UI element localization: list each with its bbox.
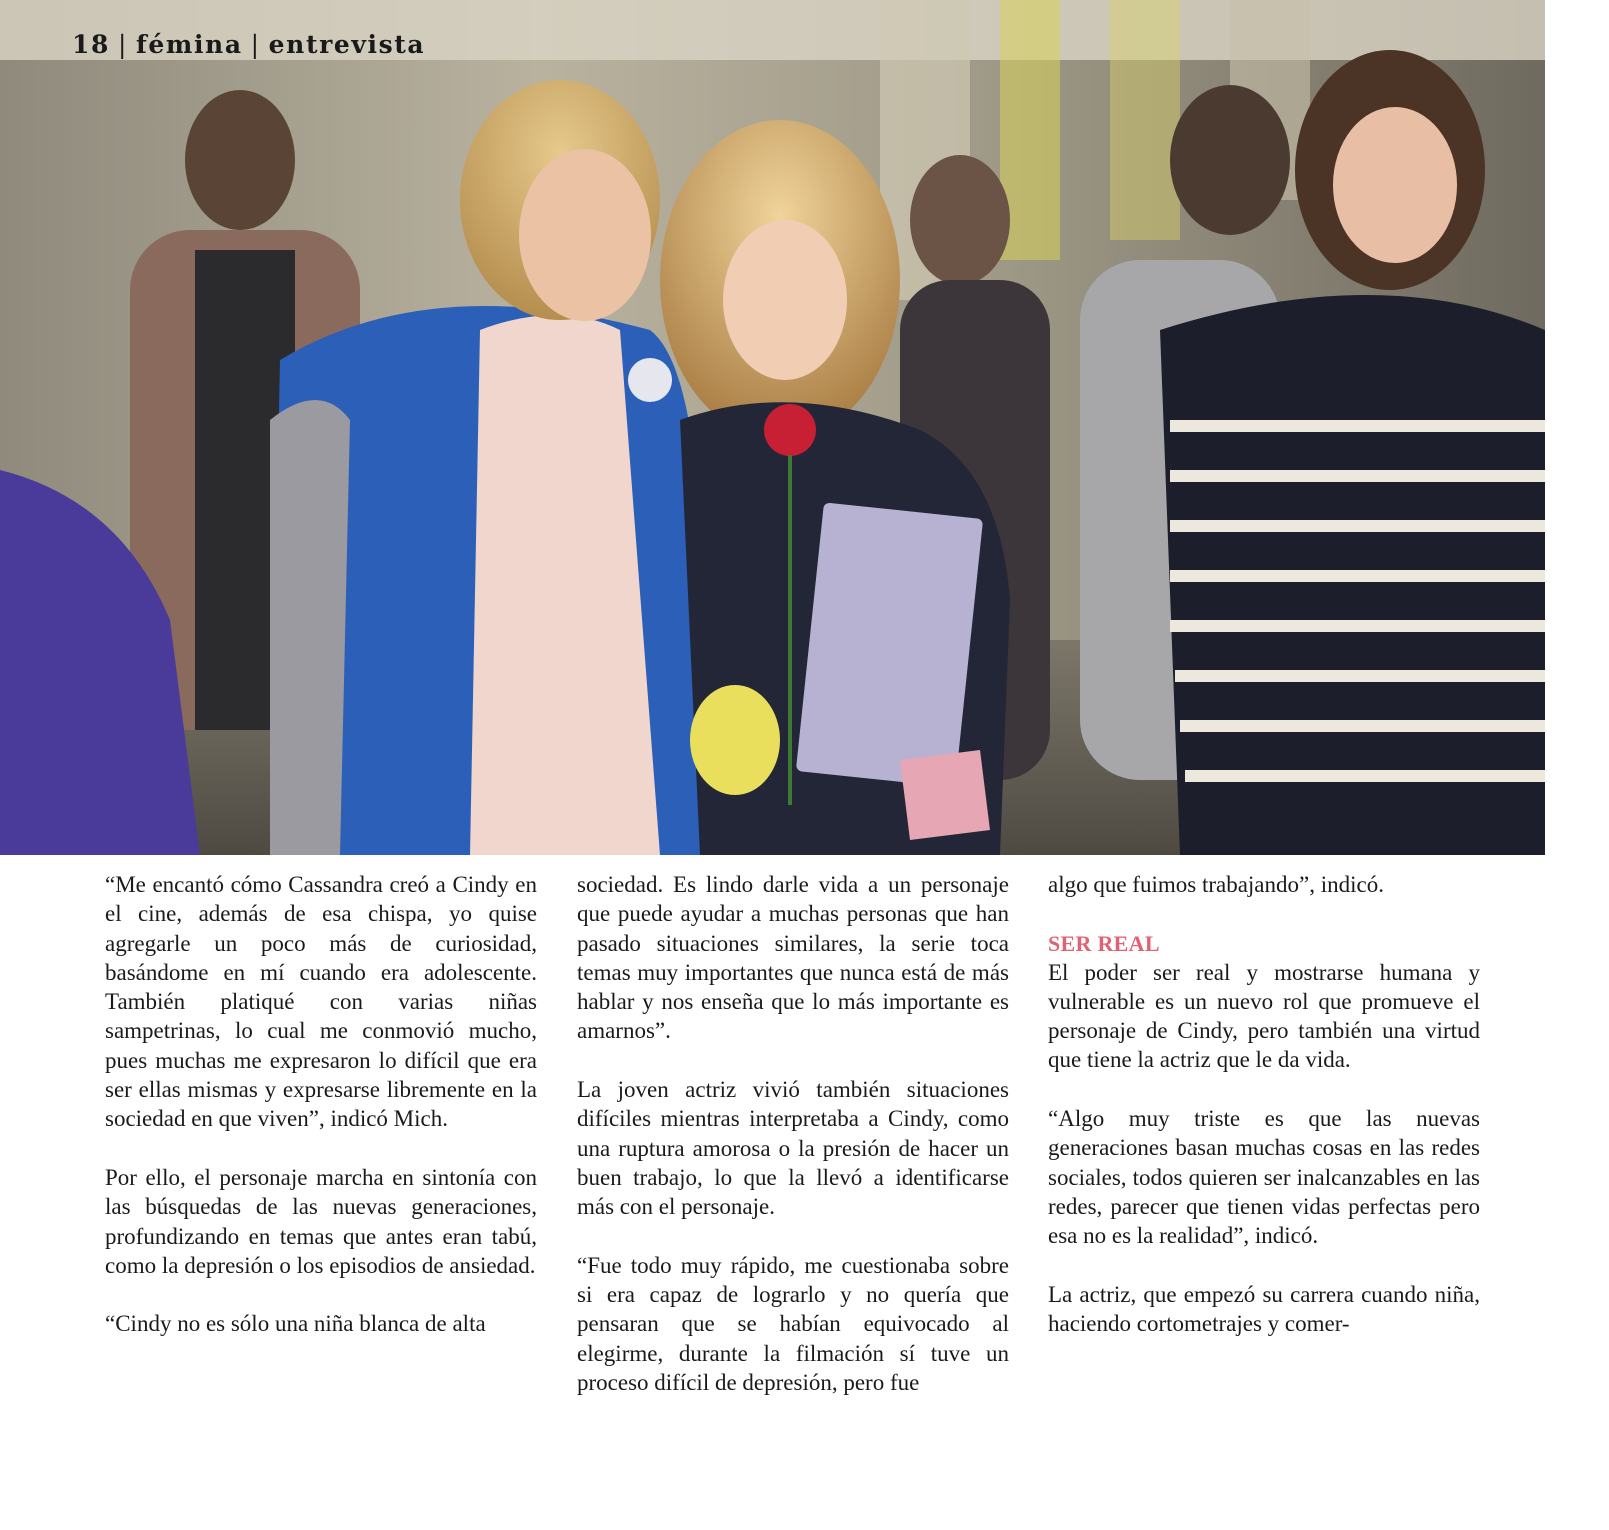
header-separator-2: | [250,30,261,59]
paragraph: algo que fuimos trabajando”, indicó. [1048,872,1384,897]
paragraph: “Cindy no es sólo una niña blanca de alta [105,1311,486,1337]
paragraph: La joven actriz vivió también situaciones difíciles mientras interpretaba a Cindy, como una ruptura amorosa o la presión de hacer un buen trabajo, lo que la llevó a identificarse más con el personaje. [577,1077,1009,1220]
paragraph: La actriz, que empezó su carrera cuando niña, haciendo cortometrajes y comer- [1048,1281,1480,1337]
page-number: 18 [72,30,110,59]
paragraph: “Me encantó cómo Cassandra creó a Cindy en el cine, además de esa chispa, yo quise agregarle un poco más de curiosidad, basándome en mí cuando era adolescente. También platiqué con varias niñas sampetrinas, lo cual me conmovió mucho, pues muchas me expresaron lo difícil que era ser ellas mismas y expresarse libremente en la sociedad en que viven”, indicó Mich. [105,872,537,1132]
paragraph: sociedad. Es lindo darle vida a un personaje que puede ayudar a muchas personas que han pasado situaciones similares, la serie toca temas muy importantes que nunca está de más hablar y nos enseña que lo más importante es amarnos”. [577,872,1009,1044]
paragraph: “Fue todo muy rápido, me cuestionaba sobre si era capaz de lograrlo y no quería que pensaran que se habían equivocado al elegirme, durante la filmación sí tuve un proceso difícil de depresión, pero fue [577,1252,1009,1396]
paragraph: El poder ser real y mostrarse humana y vulnerable es un nuevo rol que promueve el personaje de Cindy, pero también una virtud que tiene la actriz que le da vida. [1048,959,1480,1073]
article-column-3 [1048,870,1480,1368]
page-header [72,30,425,59]
paragraph: Por ello, el personaje marcha en sintonía con las búsquedas de las nuevas generaciones, profundizando en temas que antes eran tabú, como la depresión o los episodios de ansiedad. [105,1164,537,1278]
article-column-1 [105,870,537,1368]
paragraph: “Algo muy triste es que las nuevas generaciones basan muchas cosas en las redes sociales, todos quieren ser inalcanzables en las redes, parecer que tienen vidas perfectas pero esa no es la realidad”, indicó. [1048,1106,1480,1249]
magazine-name: fémina [136,30,243,59]
section-subheading: SER REAL [1048,930,1160,956]
section-name: entrevista [268,30,426,59]
article-column-2 [577,870,1009,1427]
header-separator-1: | [118,30,129,59]
